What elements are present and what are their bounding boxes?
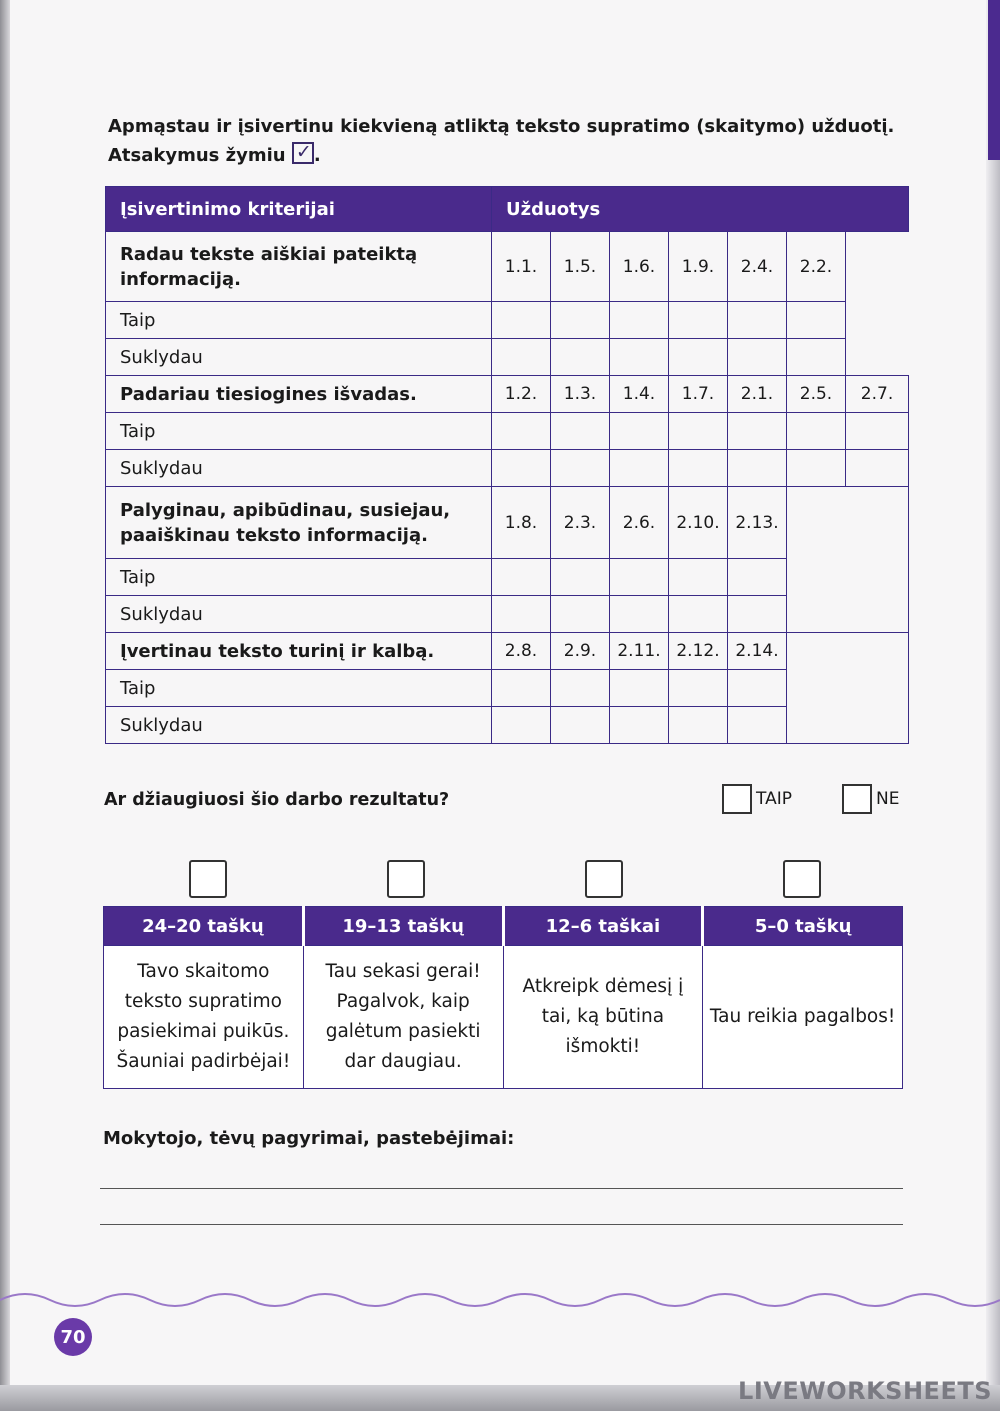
score-feedback: Tau sekasi gerai! Pagalvok, kaip galėtum pasiekti dar daugiau. (303, 946, 503, 1089)
answer-cell[interactable] (610, 670, 669, 707)
answer-cell[interactable] (728, 596, 787, 633)
option-yes-label: Taip (106, 559, 492, 596)
task-number: 2.10. (669, 487, 728, 559)
answer-cell[interactable] (669, 413, 728, 450)
task-number: 2.2. (787, 232, 846, 302)
score-checkbox[interactable] (783, 860, 821, 898)
option-no-label: Suklydau (106, 596, 492, 633)
answer-cell[interactable] (846, 413, 909, 450)
answer-cell[interactable] (669, 302, 728, 339)
answer-cell[interactable] (669, 596, 728, 633)
instruction-line-1: Apmąstau ir įsivertinu kiekvieną atliktą teksto supratimo (skaitymo) užduotį. (108, 116, 895, 137)
satisfaction-no[interactable] (842, 784, 899, 814)
score-range: 12–6 taškai (503, 907, 703, 946)
task-number: 1.1. (492, 232, 551, 302)
task-number: 2.11. (610, 633, 669, 670)
option-yes-label: Taip (106, 302, 492, 339)
watermark: LIVEWORKSHEETS (738, 1377, 992, 1405)
task-number: 2.13. (728, 487, 787, 559)
option-no-label: Suklydau (106, 339, 492, 376)
task-number: 2.12. (669, 633, 728, 670)
answer-cell[interactable] (492, 707, 551, 744)
task-number: 2.6. (610, 487, 669, 559)
task-number: 2.7. (846, 376, 909, 413)
answer-cell[interactable] (492, 596, 551, 633)
option-yes-label: Taip (106, 670, 492, 707)
answer-cell[interactable] (610, 596, 669, 633)
answer-cell[interactable] (492, 302, 551, 339)
answer-cell[interactable] (551, 450, 610, 487)
answer-cell[interactable] (669, 707, 728, 744)
answer-cell[interactable] (551, 302, 610, 339)
answer-cell[interactable] (787, 302, 846, 339)
score-range: 24–20 taškų (104, 907, 304, 946)
answer-cell[interactable] (728, 302, 787, 339)
satisfaction-yes[interactable] (722, 784, 792, 814)
answer-cell[interactable] (728, 670, 787, 707)
task-number: 2.8. (492, 633, 551, 670)
task-number: 1.9. (669, 232, 728, 302)
answer-cell[interactable] (787, 339, 846, 376)
option-yes-label: Taip (106, 413, 492, 450)
answer-cell[interactable] (551, 707, 610, 744)
task-number: 1.5. (551, 232, 610, 302)
answer-cell[interactable] (610, 339, 669, 376)
answer-cell[interactable] (492, 450, 551, 487)
remarks-line[interactable] (100, 1224, 903, 1225)
score-range: 5–0 taškų (703, 907, 903, 946)
option-no-label: Suklydau (106, 707, 492, 744)
page-number: 70 (54, 1318, 92, 1356)
task-number: 1.7. (669, 376, 728, 413)
answer-cell[interactable] (728, 559, 787, 596)
answer-cell[interactable] (551, 413, 610, 450)
answer-cell[interactable] (669, 450, 728, 487)
checked-box-icon (292, 142, 314, 164)
no-checkbox[interactable] (842, 784, 872, 814)
answer-cell[interactable] (551, 596, 610, 633)
remarks-line[interactable] (100, 1188, 903, 1189)
task-number: 1.8. (492, 487, 551, 559)
task-number: 1.6. (610, 232, 669, 302)
score-feedback: Tau reikia pagalbos! (703, 946, 903, 1089)
wave-divider (0, 1286, 1000, 1316)
page-edge (986, 0, 1000, 1411)
answer-cell[interactable] (551, 670, 610, 707)
task-number: 2.5. (787, 376, 846, 413)
score-feedback: Tavo skaitomo teksto supratimo pasiekimai puikūs. Šauniai padirbėjai! (104, 946, 304, 1089)
yes-checkbox[interactable] (722, 784, 752, 814)
score-feedback: Atkreipk dėmesį į tai, ką būtina išmokti! (503, 946, 703, 1089)
answer-cell[interactable] (787, 450, 846, 487)
task-number: 1.2. (492, 376, 551, 413)
remarks-title: Mokytojo, tėvų pagyrimai, pastebėjimai: (103, 1128, 515, 1149)
answer-cell[interactable] (610, 707, 669, 744)
answer-cell[interactable] (492, 413, 551, 450)
answer-cell[interactable] (669, 339, 728, 376)
page-edge (0, 0, 10, 1411)
answer-cell[interactable] (846, 450, 909, 487)
answer-cell[interactable] (610, 450, 669, 487)
answer-cell[interactable] (728, 339, 787, 376)
satisfaction-question: Ar džiaugiuosi šio darbo rezultatu? (104, 790, 450, 810)
chapter-tab (988, 0, 1000, 160)
task-number: 1.4. (610, 376, 669, 413)
no-label: NE (876, 789, 900, 809)
answer-cell[interactable] (787, 413, 846, 450)
criterion-label: Padariau tiesiogines išvadas. (106, 376, 492, 413)
answer-cell[interactable] (669, 670, 728, 707)
answer-cell[interactable] (610, 302, 669, 339)
score-table (103, 906, 903, 1089)
answer-cell[interactable] (728, 707, 787, 744)
task-number: 1.3. (551, 376, 610, 413)
task-number: 2.3. (551, 487, 610, 559)
task-number: 2.14. (728, 633, 787, 670)
score-checkbox[interactable] (585, 860, 623, 898)
criteria-table (105, 186, 909, 744)
answer-cell[interactable] (728, 413, 787, 450)
option-no-label: Suklydau (106, 450, 492, 487)
instruction: Apmąstau ir įsivertinu kiekvieną atliktą teksto supratimo (skaitymo) užduotį. Atsakymus žymiu ✓ . (108, 112, 908, 170)
answer-cell[interactable] (492, 339, 551, 376)
answer-cell[interactable] (610, 413, 669, 450)
answer-cell[interactable] (551, 559, 610, 596)
criterion-label: Radau tekste aiškiai pateiktą informaciją. (106, 232, 492, 302)
task-number: 2.4. (728, 232, 787, 302)
criteria-header: Įsivertinimo kriterijai (106, 187, 492, 232)
yes-label: TAIP (756, 789, 792, 809)
task-number: 2.1. (728, 376, 787, 413)
criterion-label: Palyginau, apibūdinau, susiejau, paaiškinau teksto informaciją. (106, 487, 492, 559)
answer-cell[interactable] (610, 559, 669, 596)
answer-cell[interactable] (669, 559, 728, 596)
score-range: 19–13 taškų (303, 907, 503, 946)
answer-cell[interactable] (492, 670, 551, 707)
score-checkbox[interactable] (387, 860, 425, 898)
task-number: 2.9. (551, 633, 610, 670)
instruction-line-2: Atsakymus žymiu (108, 145, 286, 166)
answer-cell[interactable] (492, 559, 551, 596)
tasks-header: Užduotys (492, 187, 909, 232)
answer-cell[interactable] (551, 339, 610, 376)
score-checkbox[interactable] (189, 860, 227, 898)
criterion-label: Įvertinau teksto turinį ir kalbą. (106, 633, 492, 670)
answer-cell[interactable] (728, 450, 787, 487)
